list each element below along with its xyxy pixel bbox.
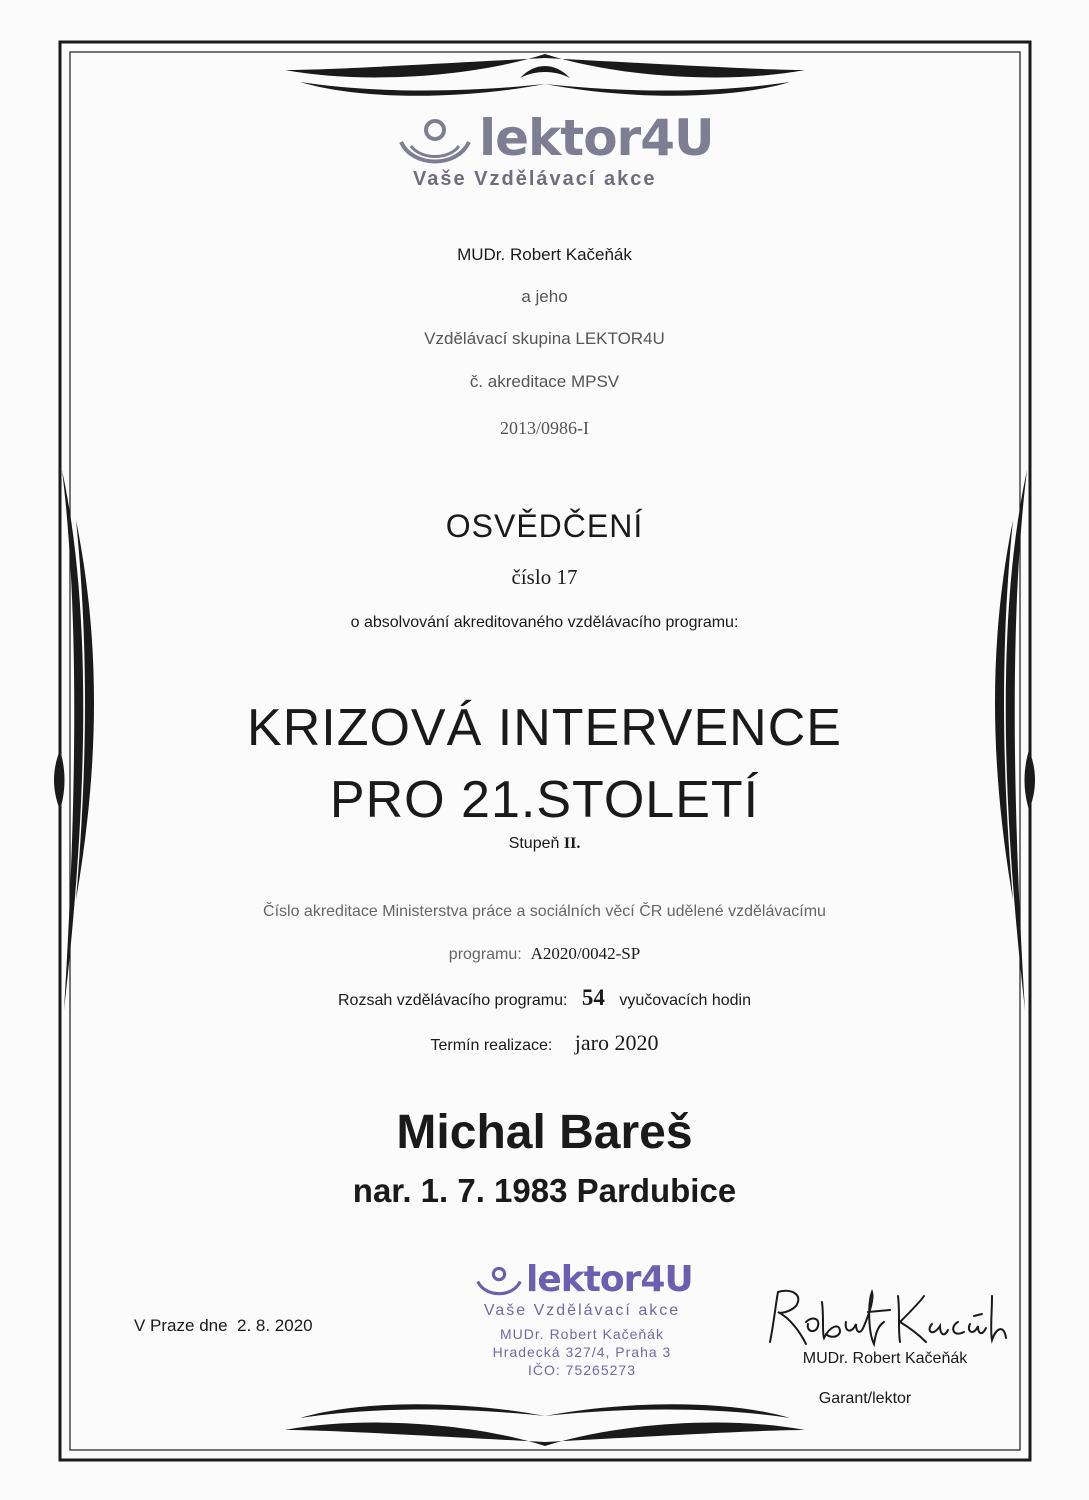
issuer-accreditation-number: 2013/0986-I [500, 418, 589, 438]
top-ornament [285, 54, 805, 96]
scope-unit: vyučovacích hodin [619, 992, 751, 1009]
ministry-text: Číslo akreditace Ministerstva práce a sociálních věcí ČR udělené vzdělávacímu [263, 903, 826, 920]
program-code-row [0, 944, 1089, 964]
program-label: programu: [448, 946, 522, 963]
program-name-line2: PRO 21.STOLETÍ [329, 771, 760, 829]
stamp-person-icon [474, 1264, 524, 1304]
term-value: jaro 2020 [574, 1030, 659, 1055]
top-logo [395, 108, 714, 198]
person-swoosh-icon [395, 116, 475, 176]
level-value: II. [563, 835, 581, 852]
signer-name: MUDr. Robert Kačeňák [802, 1350, 968, 1367]
organization-stamp [432, 1258, 732, 1388]
program-name-line1: KRIZOVÁ INTERVENCE [247, 699, 842, 757]
place-date: V Praze dne 2. 8. 2020 [134, 1316, 313, 1335]
logo-tagline: Vaše Vzdělávací akce [413, 168, 657, 190]
stamp-brand: lektor4U [526, 1259, 693, 1300]
issuer-accreditation-label: č. akreditace MPSV [469, 372, 620, 391]
bottom-ornament [285, 1404, 805, 1446]
certificate-intro: o absolvování akreditovaného vzdělávacího programu: [350, 614, 739, 631]
issuer-name: MUDr. Robert Kačeňák [457, 245, 632, 264]
signer-role: Garant/lektor [818, 1390, 912, 1407]
scope-row [0, 985, 1089, 1011]
certificate-title: OSVĚDČENÍ [445, 508, 644, 544]
logo-brand: lektor4U [479, 109, 714, 167]
stamp-name: MUDr. Robert Kačeňák [500, 1326, 664, 1342]
stamp-tagline: Vaše Vzdělávací akce [483, 1302, 681, 1319]
program-level [0, 835, 1089, 853]
recipient-birth: nar. 1. 7. 1983 Pardubice [352, 1172, 737, 1209]
certificate-number: číslo 17 [511, 565, 578, 589]
level-label: Stupeň [508, 835, 560, 852]
issuer-group: Vzdělávací skupina LEKTOR4U [424, 329, 665, 348]
scope-hours: 54 [581, 985, 605, 1010]
program-code: A2020/0042-SP [530, 944, 641, 963]
issuer-conj: a jeho [521, 287, 568, 306]
stamp-ico: IČO: 75265273 [528, 1362, 636, 1378]
term-row [0, 1030, 1089, 1056]
recipient-name: Michal Bareš [396, 1106, 693, 1159]
scope-label: Rozsah vzdělávacího programu: [338, 992, 568, 1009]
stamp-address: Hradecká 327/4, Praha 3 [492, 1344, 672, 1360]
term-label: Termín realizace: [430, 1037, 553, 1054]
